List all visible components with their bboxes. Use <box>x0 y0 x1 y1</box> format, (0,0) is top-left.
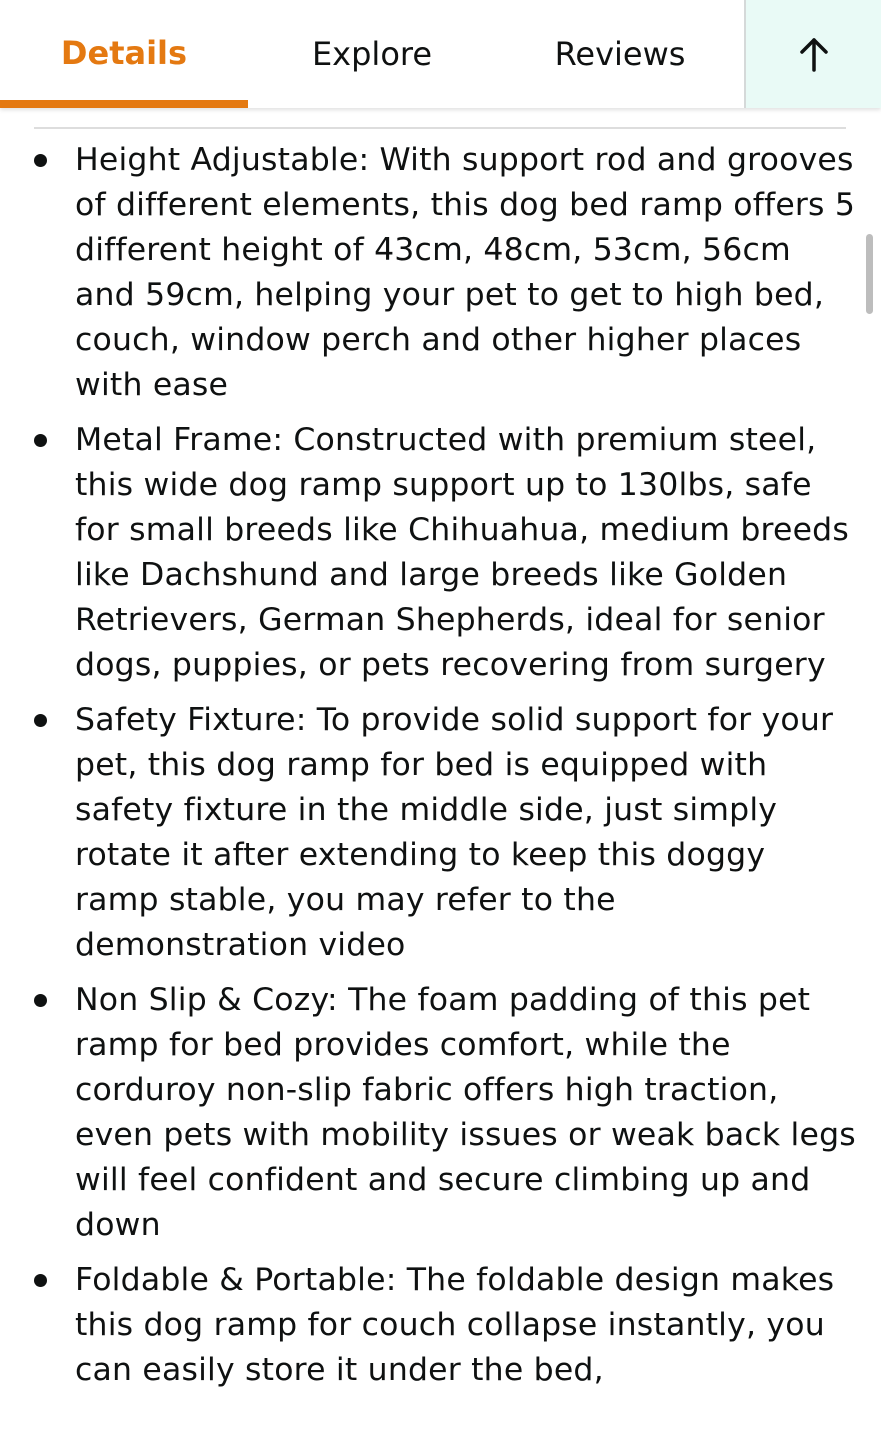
bullet-dot <box>34 994 47 1007</box>
feature-bullet <box>0 698 881 968</box>
bullet-dot <box>34 434 47 447</box>
feature-bullet <box>0 1258 881 1393</box>
feature-bullet-text: Height Adjustable: With support rod and grooves of different elements, this dog bed ramp offers 5 different height of 43cm, 48cm, 53cm, 56cm and 59cm, helping your pet to get to high bed, couch, window perch and other higher places with ease <box>75 142 856 403</box>
feature-bullet-list <box>0 138 881 1403</box>
feature-bullet <box>0 138 881 408</box>
bullet-dot <box>34 714 47 727</box>
bullet-dot <box>34 1274 47 1287</box>
section-divider <box>34 127 846 129</box>
tab-details[interactable]: Details <box>60 34 188 72</box>
feature-bullet-text: Foldable & Portable: The foldable design makes this dog ramp for couch collapse instantly, you can easily store it under the bed, <box>75 1262 835 1388</box>
tab-reviews[interactable]: Reviews <box>554 35 686 73</box>
feature-bullet <box>0 978 881 1248</box>
scrollbar-thumb[interactable] <box>866 234 873 314</box>
tab-bar <box>0 0 881 108</box>
tab-explore[interactable]: Explore <box>311 35 433 73</box>
back-to-top-button[interactable] <box>744 0 881 108</box>
feature-bullet <box>0 418 881 688</box>
feature-bullet-text: Safety Fixture: To provide solid support for your pet, this dog ramp for bed is equipped with safety fixture in the middle side, just simply rotate it after extending to keep this doggy ramp stable, you may refer to the demonstration video <box>75 702 834 963</box>
arrow-up-icon <box>794 34 834 74</box>
feature-bullet-text: Non Slip & Cozy: The foam padding of this pet ramp for bed provides comfort, while the corduroy non-slip fabric offers high traction, even pets with mobility issues or weak back legs will feel confident and secure climbing up and down <box>75 982 856 1243</box>
feature-bullet-text: Metal Frame: Constructed with premium steel, this wide dog ramp support up to 130lbs, safe for small breeds like Chihuahua, medium breeds like Dachshund and large breeds like Golden Retrievers, German Shepherds, ideal for senior dogs, puppies, or pets recovering from surgery <box>75 422 849 683</box>
bullet-dot <box>34 154 47 167</box>
active-tab-indicator <box>0 100 248 108</box>
